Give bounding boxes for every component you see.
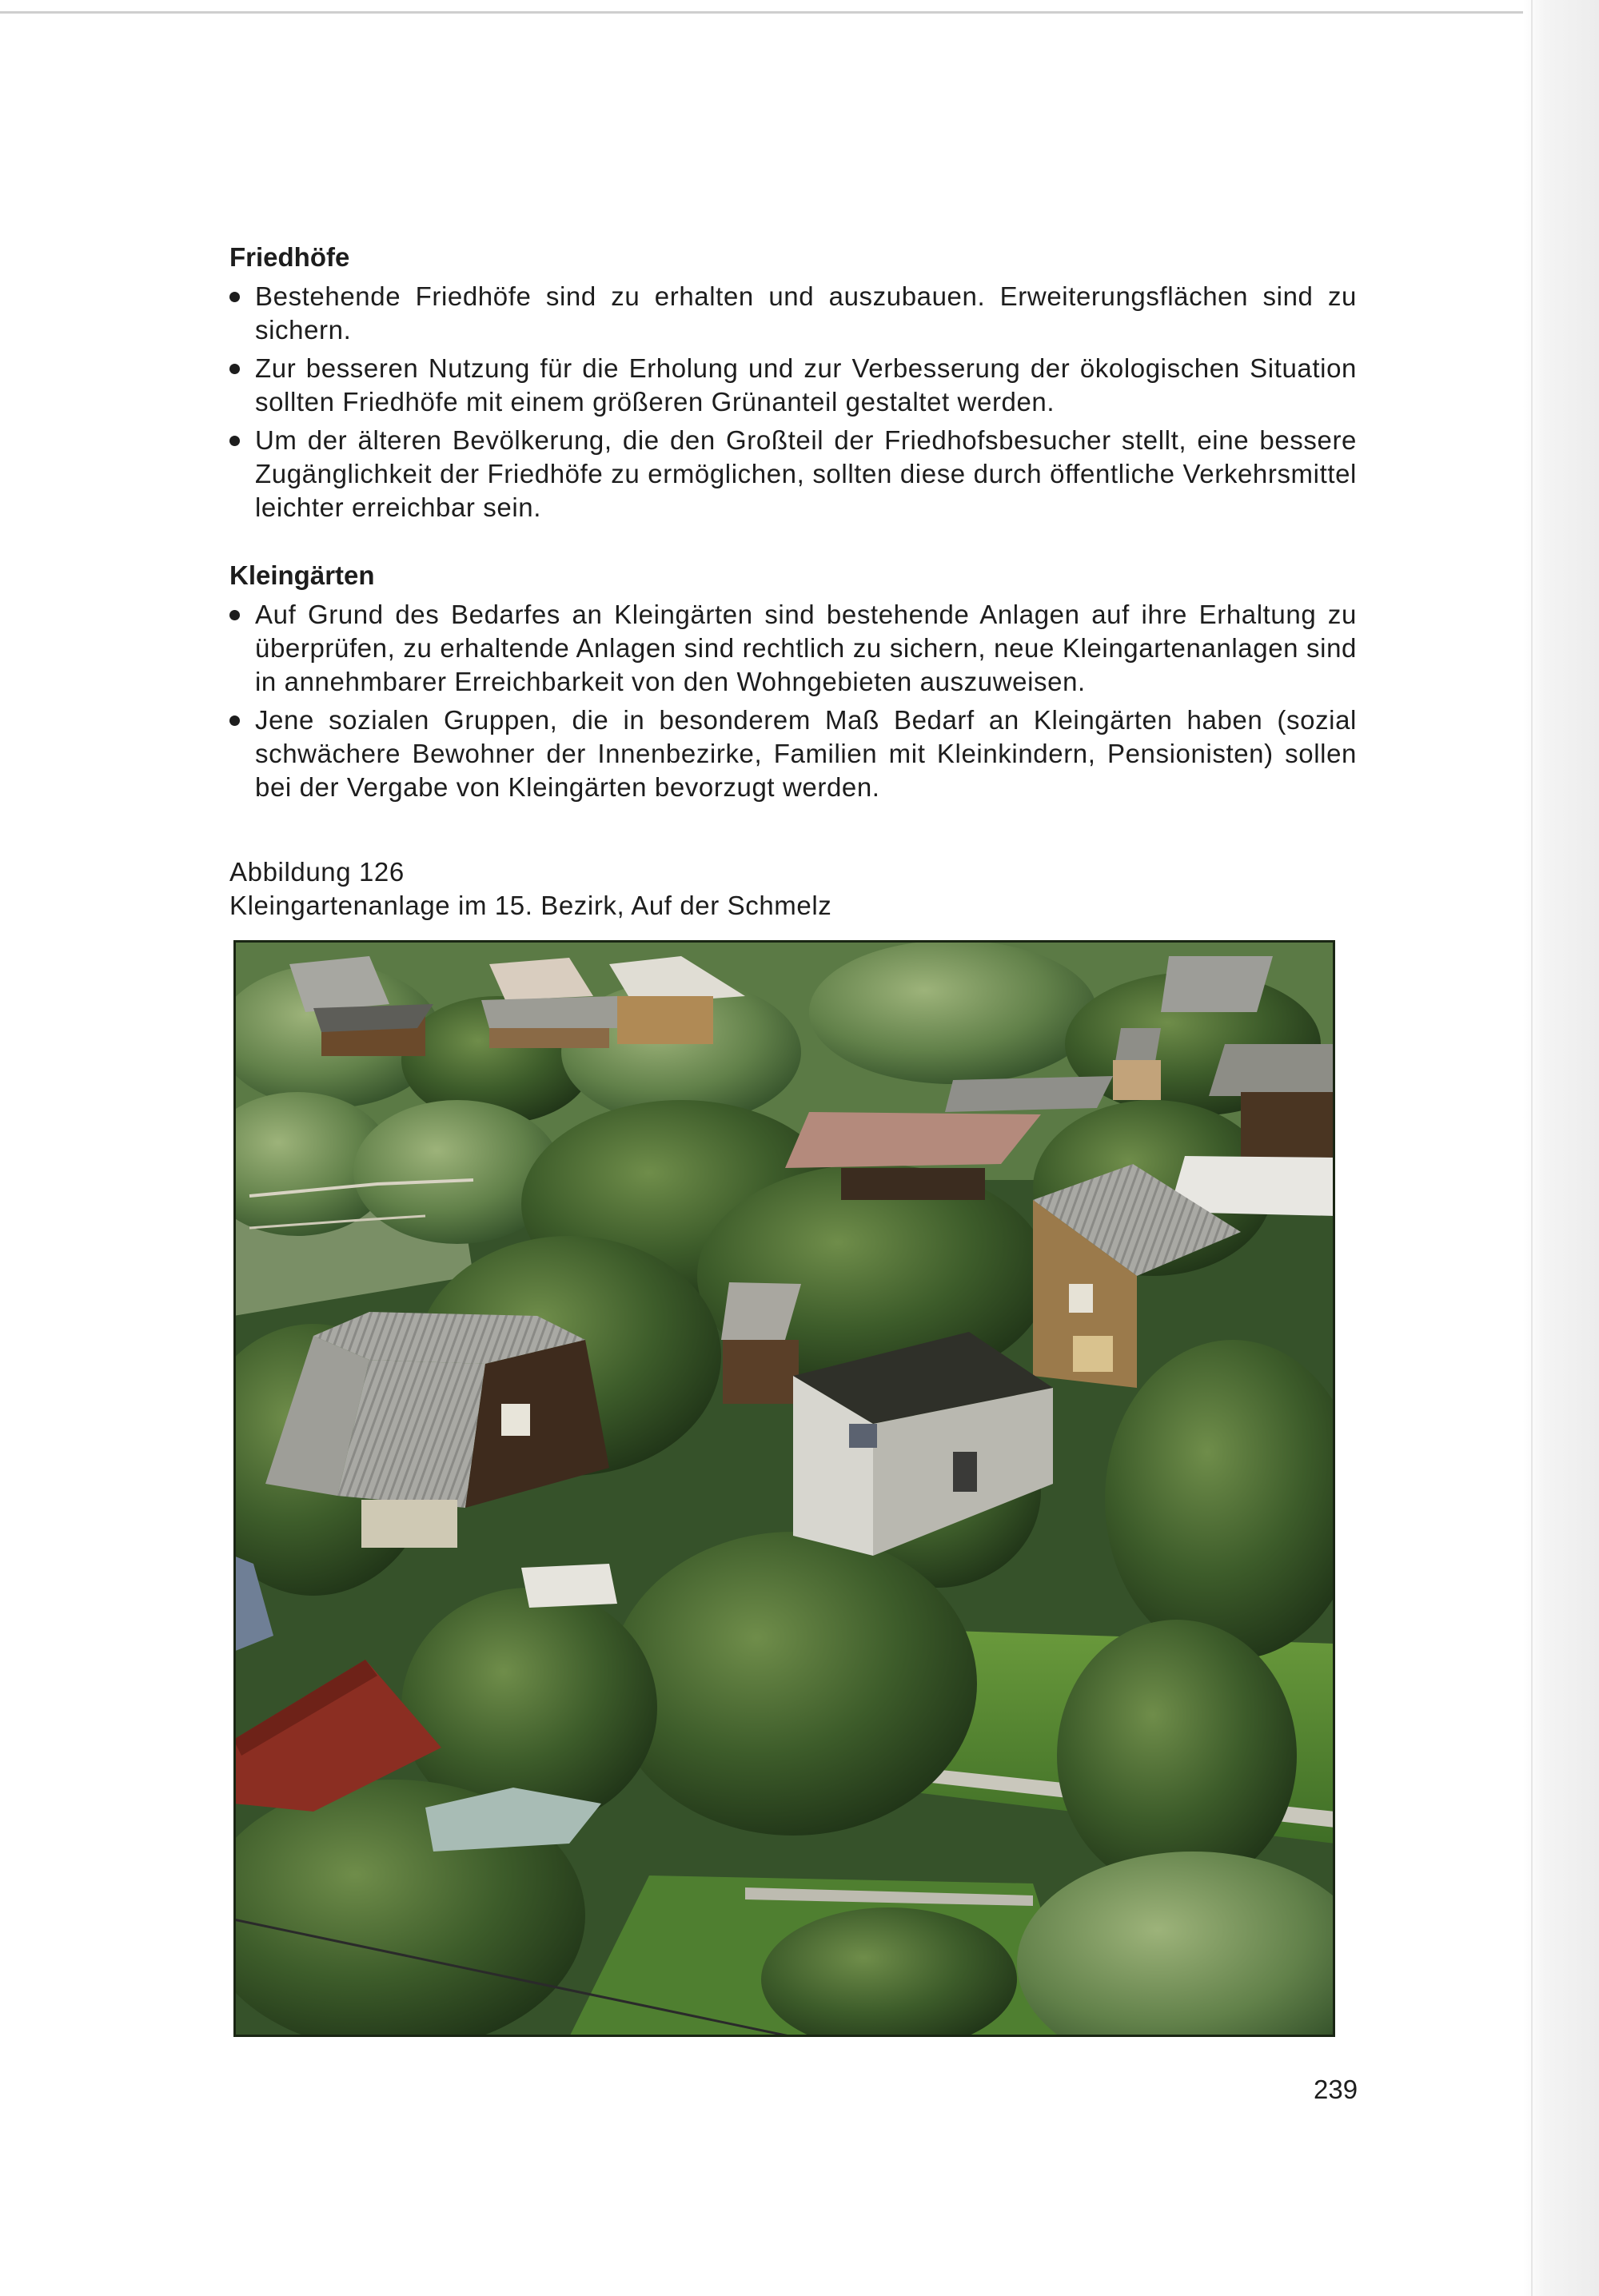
bullet-icon — [229, 716, 240, 726]
bullet-text: Auf Grund des Bedarfes an Kleingärten sind bestehende Anlagen auf ihre Erhaltung zu überprüfen, zu erhaltende Anlagen sind rechtlich zu sichern, neue Kleingartenanlagen sind in annehmbarer Erreichbarkeit von den Wohngebieten auszuweisen. — [255, 600, 1357, 696]
bullet-item — [229, 598, 1357, 699]
bullet-text: Bestehende Friedhöfe sind zu erhalten und auszubauen. Erweiterungsflächen sind zu sichern. — [255, 281, 1357, 345]
section-heading: Friedhöfe — [229, 242, 350, 272]
figure-label: Abbildung 126 — [229, 857, 405, 887]
bullet-icon — [229, 610, 240, 620]
section-heading: Kleingärten — [229, 560, 375, 590]
bullet-icon — [229, 364, 240, 374]
bullet-icon — [229, 292, 240, 302]
bullet-text: Jene sozialen Gruppen, die in besonderem Maß Bedarf an Kleingärten haben (sozial schwächere Bewohner der Innenbezirke, Familien mit Kleinkindern, Pensionisten) sollen bei der Vergabe von Kleingärten bevorzugt werden. — [255, 705, 1357, 802]
body-text — [229, 240, 1357, 923]
figure-caption — [229, 855, 1357, 923]
bullet-text: Um der älteren Bevölkerung, die den Großteil der Friedhofsbesucher stellt, eine bessere Zugänglichkeit der Friedhöfe zu ermöglichen, sollten diese durch öffentliche Verkehrsmittel leichter erreichbar sein. — [255, 425, 1357, 522]
bullet-text: Zur besseren Nutzung für die Erholung und zur Verbesserung der ökologischen Situation sollten Friedhöfe mit einem größeren Grünanteil gestaltet werden. — [255, 353, 1357, 417]
bullet-item — [229, 424, 1357, 524]
bullet-icon — [229, 436, 240, 446]
allotment-garden-photo — [233, 940, 1335, 2037]
bullet-item — [229, 704, 1357, 804]
section-kleingaerten — [229, 558, 1357, 804]
scan-top-edge — [0, 11, 1599, 14]
bullet-item — [229, 280, 1357, 347]
figure-caption-text: Kleingartenanlage im 15. Bezirk, Auf der Schmelz — [229, 891, 832, 920]
scan-right-margin-shadow — [1523, 0, 1599, 2296]
page-number: 239 — [1314, 2075, 1358, 2104]
bullet-item — [229, 352, 1357, 419]
bullet-list — [229, 598, 1357, 804]
scan-right-edge-line — [1531, 0, 1533, 2296]
photo-illustration — [233, 940, 1335, 2037]
bullet-list — [229, 280, 1357, 524]
section-friedhoefe — [229, 240, 1357, 524]
